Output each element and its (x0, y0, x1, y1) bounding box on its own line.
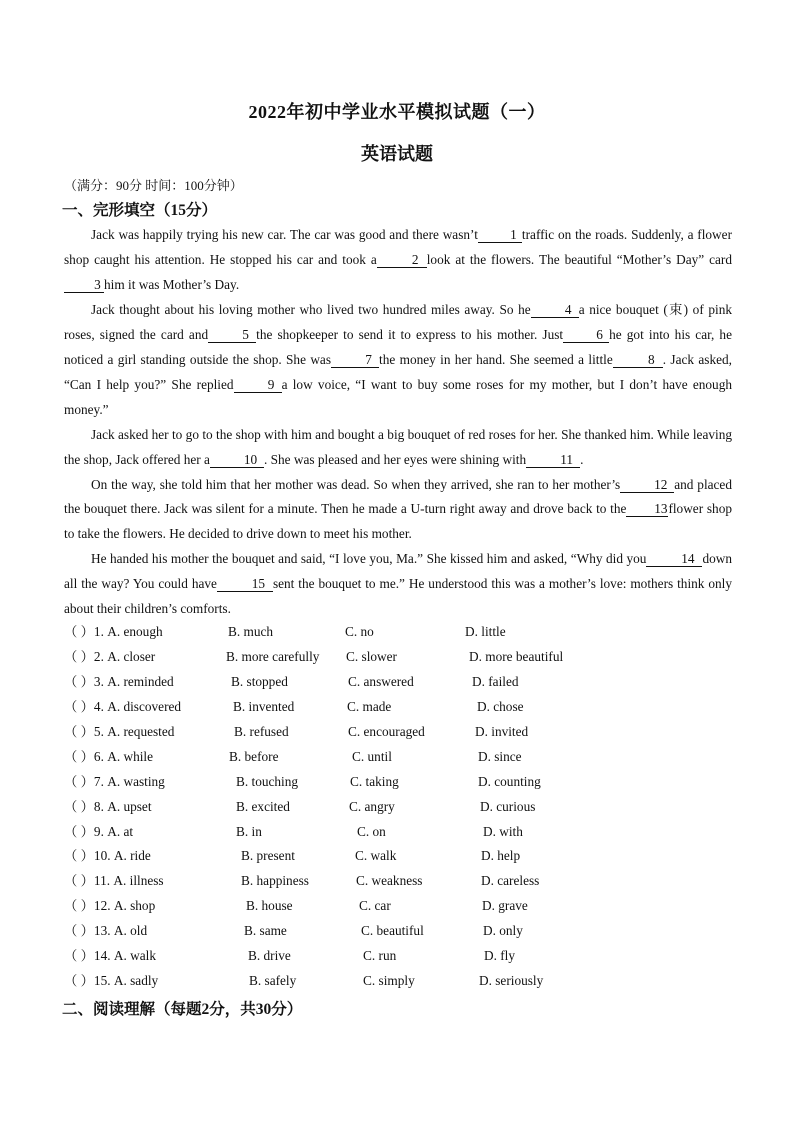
blank-6: 6 (563, 328, 609, 343)
blank-11: 11 (526, 453, 580, 468)
blank-10: 10 (210, 453, 264, 468)
section-heading-reading: 二、阅读理解（每题2分，共30分） (62, 1001, 303, 1018)
paragraph-3: Jack asked her to go to the shop with him and bought a big bouquet of red roses for her. She thanked him. While leaving the shop, Jack offered her a 10 . She was pleased and her eyes were shining with 11 . (64, 426, 732, 467)
paragraph-2: Jack thought about his loving mother who lived two hundred miles away. So he 4 a nice bouquet (束) of pink roses, signed the card and 5 the shopkeeper to send it to express to his mother. Just 6 he got into his car, he noticed a girl standing outside the shop. She was 7 the money in her hand. She seemed a little 8 . Jack asked, “Can I help you?” She replied 9 a low voice, “I want to buy some roses for my mother, but I don’t have enough money.” (64, 301, 732, 417)
blank-4: 4 (531, 303, 579, 318)
blank-12: 12 (620, 478, 674, 493)
blank-8: 8 (613, 353, 663, 368)
exam-subtitle: 英语试题 (361, 144, 433, 164)
blank-9: 9 (234, 378, 282, 393)
paragraph-5: He handed his mother the bouquet and said, “I love you, Ma.” She kissed him and asked, “Why did you 14 down all the way? You could have 15 sent the bouquet to me.” He understood this was a mother’s love: mothers think only about their children’s comforts. (64, 551, 732, 617)
cloze-passage (64, 223, 732, 622)
blank-3: 3 (64, 278, 104, 293)
blank-2: 2 (377, 253, 427, 268)
exam-info: （满分：90分 时间：100分钟） (64, 178, 243, 193)
blank-7: 7 (331, 353, 379, 368)
blank-15: 15 (217, 577, 273, 592)
blank-14: 14 (646, 552, 702, 567)
blank-5: 5 (208, 328, 256, 343)
exam-title: 2022年初中学业水平模拟试题（一） (248, 102, 546, 122)
blank-13: 13 (626, 502, 668, 517)
paragraph-1: Jack was happily trying his new car. The car was good and there wasn’t 1 traffic on the roads. Suddenly, a flower shop caught his attention. He stopped his car and took a 2 look at the flowers. The beautiful “Mother’s Day” card3 him it was Mother’s Day. (64, 227, 733, 292)
blank-1: 1 (478, 228, 522, 243)
paragraph-4: On the way, she told him that her mother was dead. So when they arrived, she ran to her mother’s 12 and placed the bouquet there. Jack was silent for a minute. Then he made a U-turn right away and drove back to the 13flower shop to take the flowers. He decided to drive down to meet his mother. (64, 476, 732, 542)
section-heading-cloze: 一、完形填空（15分） (62, 202, 218, 219)
